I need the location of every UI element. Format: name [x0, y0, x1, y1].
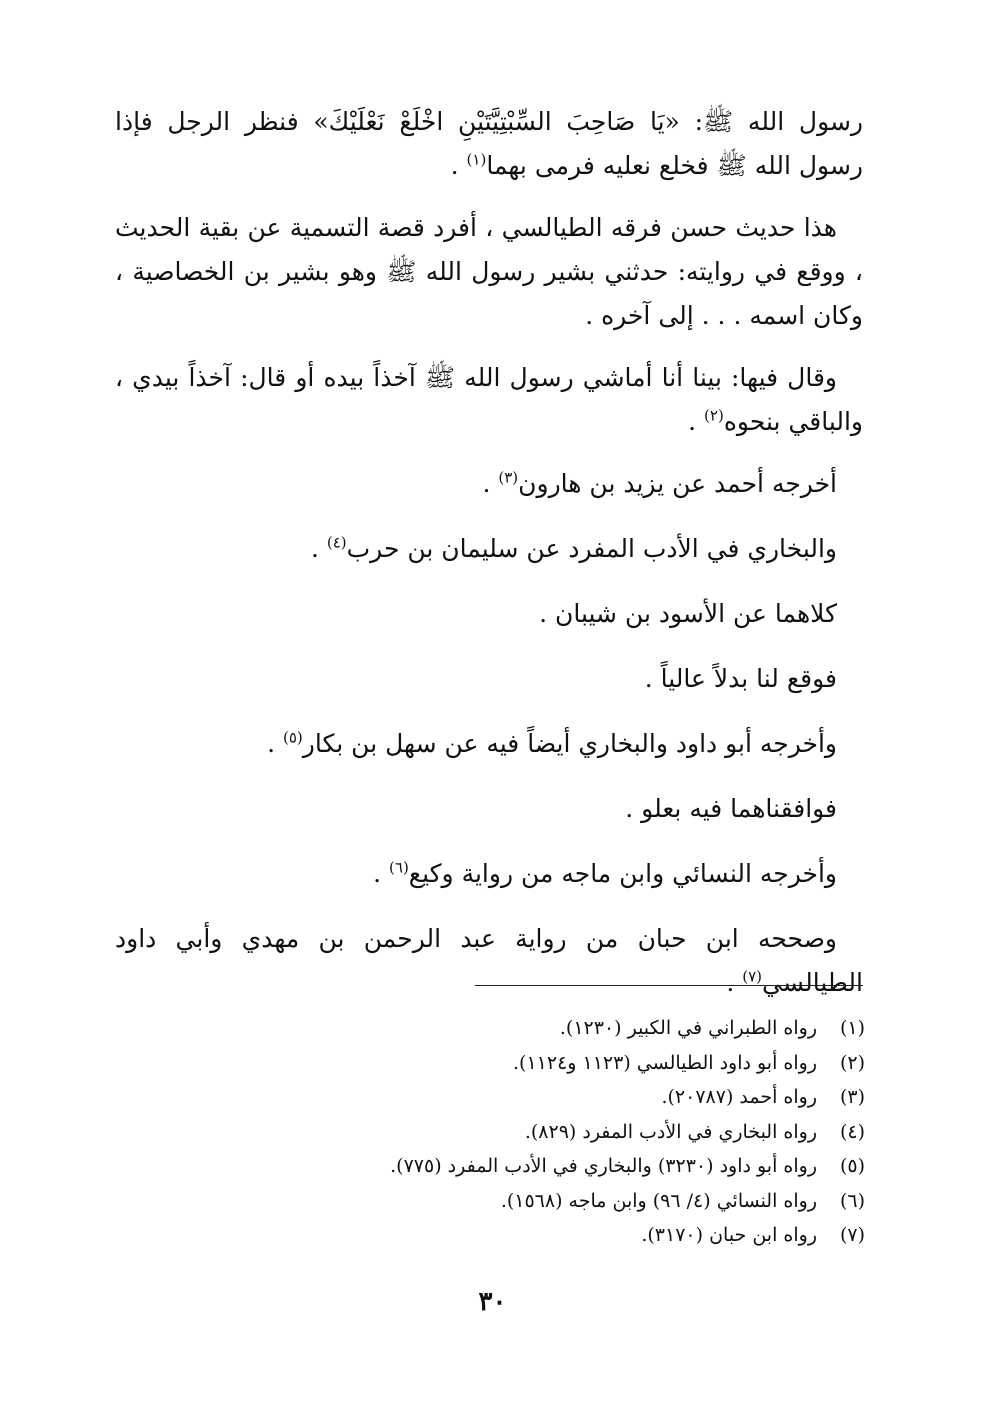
footnote-number: (٧)	[839, 1224, 865, 1246]
footnote-3	[105, 1080, 865, 1115]
footnote-divider	[475, 985, 863, 986]
footnote-4	[105, 1115, 865, 1150]
paragraph-9: فوافقناهما فيه بعلو .	[625, 794, 837, 823]
footnote-text: رواه الطبراني في الكبير (١٢٣٠).	[559, 1017, 817, 1039]
footnote-text: رواه ابن حبان (٣١٧٠).	[641, 1224, 817, 1246]
paragraph-11	[115, 917, 863, 1005]
footnote-1	[105, 1011, 865, 1046]
paragraph-8-end: .	[267, 729, 276, 758]
footnote-ref-6[interactable]: (٦)	[389, 858, 409, 877]
footnote-ref-7[interactable]: (٧)	[742, 967, 762, 986]
paragraph-1-end: .	[450, 151, 459, 180]
paragraph-1-lead: رسول الله ﷺ:	[679, 107, 864, 136]
paragraph-1	[115, 100, 863, 188]
paragraph-7: فوقع لنا بدلاً عالياً .	[644, 664, 837, 693]
paragraph-11-end: .	[726, 968, 735, 997]
footnote-number: (٦)	[839, 1189, 865, 1212]
paragraph-10	[115, 852, 863, 896]
paragraph-6: كلاهما عن الأسود بن شيبان .	[539, 599, 837, 628]
paragraph-3-text: وقال فيها: بينا أنا أماشي رسول الله ﷺ آخذاً بيده أو قال: آخذاً بيدي ، والباقي بنحوه	[115, 363, 863, 436]
paragraph-5	[115, 527, 863, 571]
footnote-ref-3[interactable]: (٣)	[498, 468, 519, 487]
footnote-number: (٥)	[839, 1155, 865, 1177]
paragraph-5-end: .	[310, 534, 319, 563]
footnote-ref-4[interactable]: (٤)	[326, 533, 347, 552]
footnote-text: رواه النسائي (٤/ ٩٦) وابن ماجه (١٥٦٨).	[500, 1189, 817, 1212]
footnote-number: (٤)	[839, 1120, 865, 1143]
footnote-5	[105, 1149, 865, 1184]
paragraph-8	[115, 722, 863, 766]
paragraph-4	[115, 462, 863, 506]
footnote-ref-1[interactable]: (١)	[466, 150, 487, 169]
footnote-text: رواه أبو داود (٣٢٣٠) والبخاري في الأدب المفرد (٧٧٥).	[390, 1155, 817, 1177]
paragraph-11-text: وصححه ابن حبان من رواية عبد الرحمن بن مهدي وأبي داود الطيالسي	[115, 924, 863, 997]
paragraph-2: هذا حديث حسن فرقه الطيالسي ، أفرد قصة التسمية عن بقية الحديث ، ووقع في روايته: حدثني بشير رسول الله ﷺ وهو بشير بن الخصاصية ، وكان اسمه . . . إلى آخره .	[115, 213, 863, 330]
paragraph-4-text: أخرجه أحمد عن يزيد بن هارون	[518, 469, 837, 498]
footnote-6	[105, 1184, 865, 1219]
paragraph-10-text: وأخرجه النسائي وابن ماجه من رواية وكيع	[408, 859, 837, 888]
paragraph-1-rest: فنظر الرجل فإذا رسول الله ﷺ فخلع نعليه فرمى بهما	[115, 107, 863, 180]
page-number: ٣٠	[478, 1287, 507, 1317]
footnote-number: (١)	[839, 1017, 865, 1039]
footnote-number: (٣)	[839, 1086, 865, 1108]
footnote-2	[105, 1046, 865, 1081]
footnote-text: رواه البخاري في الأدب المفرد (٨٢٩).	[524, 1120, 817, 1143]
footnote-7	[105, 1218, 865, 1253]
main-text	[115, 100, 863, 1023]
footnote-number: (٢)	[839, 1051, 865, 1074]
footnotes-list	[105, 1011, 865, 1253]
paragraph-4-end: .	[482, 469, 491, 498]
paragraph-3	[115, 356, 863, 444]
paragraph-5-text: والبخاري في الأدب المفرد عن سليمان بن حرب	[346, 534, 837, 563]
footnote-text: رواه أحمد (٢٠٧٨٧).	[661, 1086, 817, 1108]
paragraph-3-end: .	[688, 407, 697, 436]
hadith-quote: «يَا صَاحِبَ السِّبْتِيَّتَيْنِ اخْلَعْ نَعْلَيْكَ»	[313, 107, 680, 136]
paragraph-8-text: وأخرجه أبو داود والبخاري أيضاً فيه عن سهل بن بكار	[302, 729, 837, 758]
footnote-ref-2[interactable]: (٢)	[704, 406, 724, 425]
paragraph-10-end: .	[373, 859, 382, 888]
footnote-ref-5[interactable]: (٥)	[283, 728, 303, 747]
footnote-text: رواه أبو داود الطيالسي (١١٢٣ و١١٢٤).	[513, 1051, 817, 1074]
